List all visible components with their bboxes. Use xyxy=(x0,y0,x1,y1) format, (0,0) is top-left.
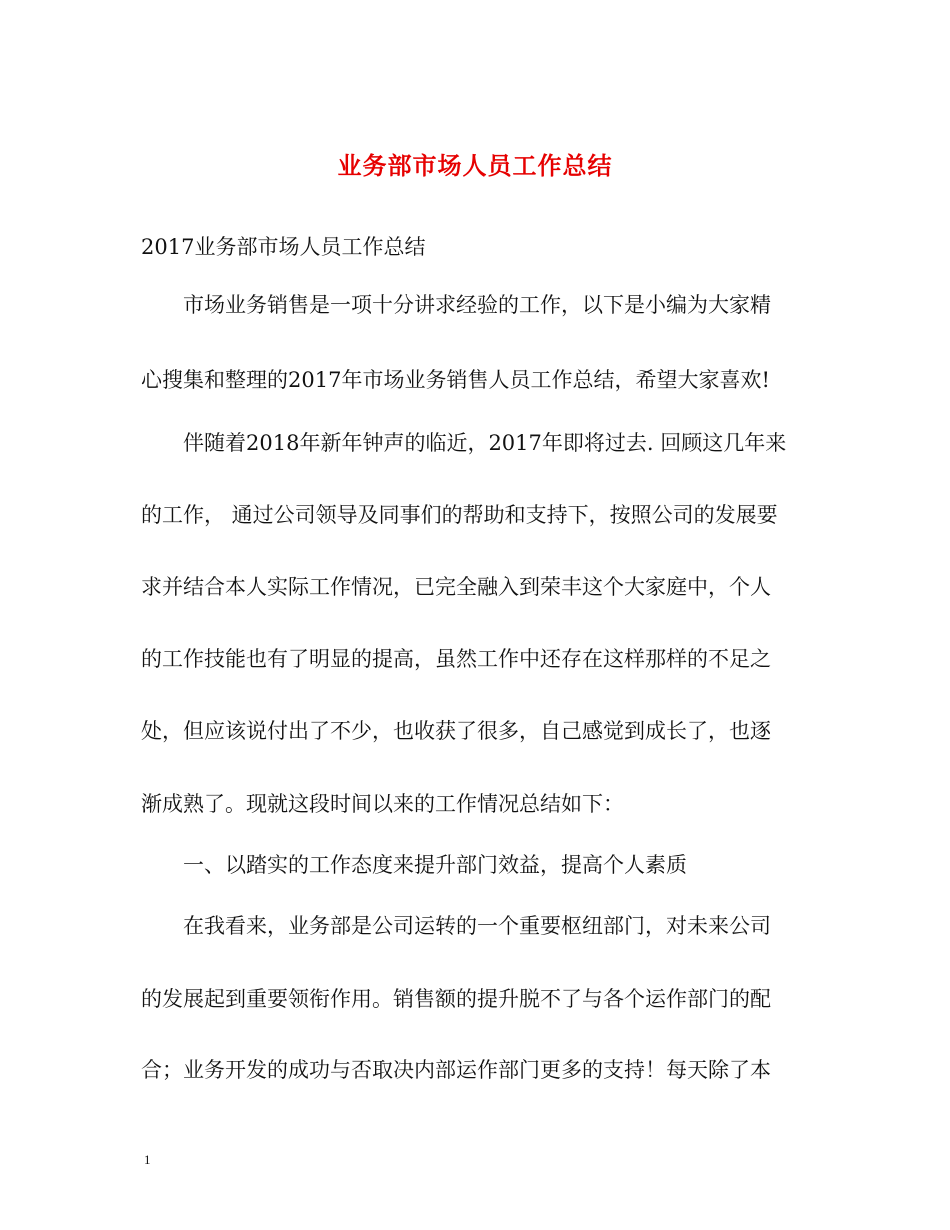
paragraph-line: 在我看来，业务部是公司运转的一个重要枢纽部门，对未来公司 xyxy=(183,914,771,938)
paragraph-line: 心搜集和整理的2017年市场业务销售人员工作总结，希望大家喜欢! xyxy=(141,368,770,392)
paragraph-line: 市场业务销售是一项十分讲求经验的工作，以下是小编为大家精 xyxy=(183,293,771,317)
paragraph-line: 的发展起到重要领衔作用。销售额的提升脱不了与各个运作部门的配 xyxy=(141,987,771,1011)
paragraph-line: 求并结合本人实际工作情况，已完全融入到荣丰这个大家庭中，个人 xyxy=(141,575,771,599)
section-heading: 一、以踏实的工作态度来提升部门效益，提高个人素质 xyxy=(183,853,687,877)
paragraph-line: 的工作， 通过公司领导及同事们的帮助和支持下，按照公司的发展要 xyxy=(141,503,778,527)
document-title: 业务部市场人员工作总结 xyxy=(337,151,613,180)
document-subtitle: 2017业务部市场人员工作总结 xyxy=(141,235,426,259)
paragraph-line: 渐成熟了。现就这段时间以来的工作情况总结如下： xyxy=(141,792,624,816)
paragraph-line: 的工作技能也有了明显的提高，虽然工作中还存在这样那样的不足之 xyxy=(141,647,771,671)
paragraph-line: 处，但应该说付出了不少，也收获了很多，自己感觉到成长了，也逐 xyxy=(141,719,771,743)
page-number: 1 xyxy=(144,1152,151,1167)
paragraph-line: 合；业务开发的成功与否取决内部运作部门更多的支持！每天除了本 xyxy=(141,1058,771,1082)
paragraph-line: 伴随着2018年新年钟声的临近，2017年即将过去. 回顾这几年来 xyxy=(183,431,787,455)
